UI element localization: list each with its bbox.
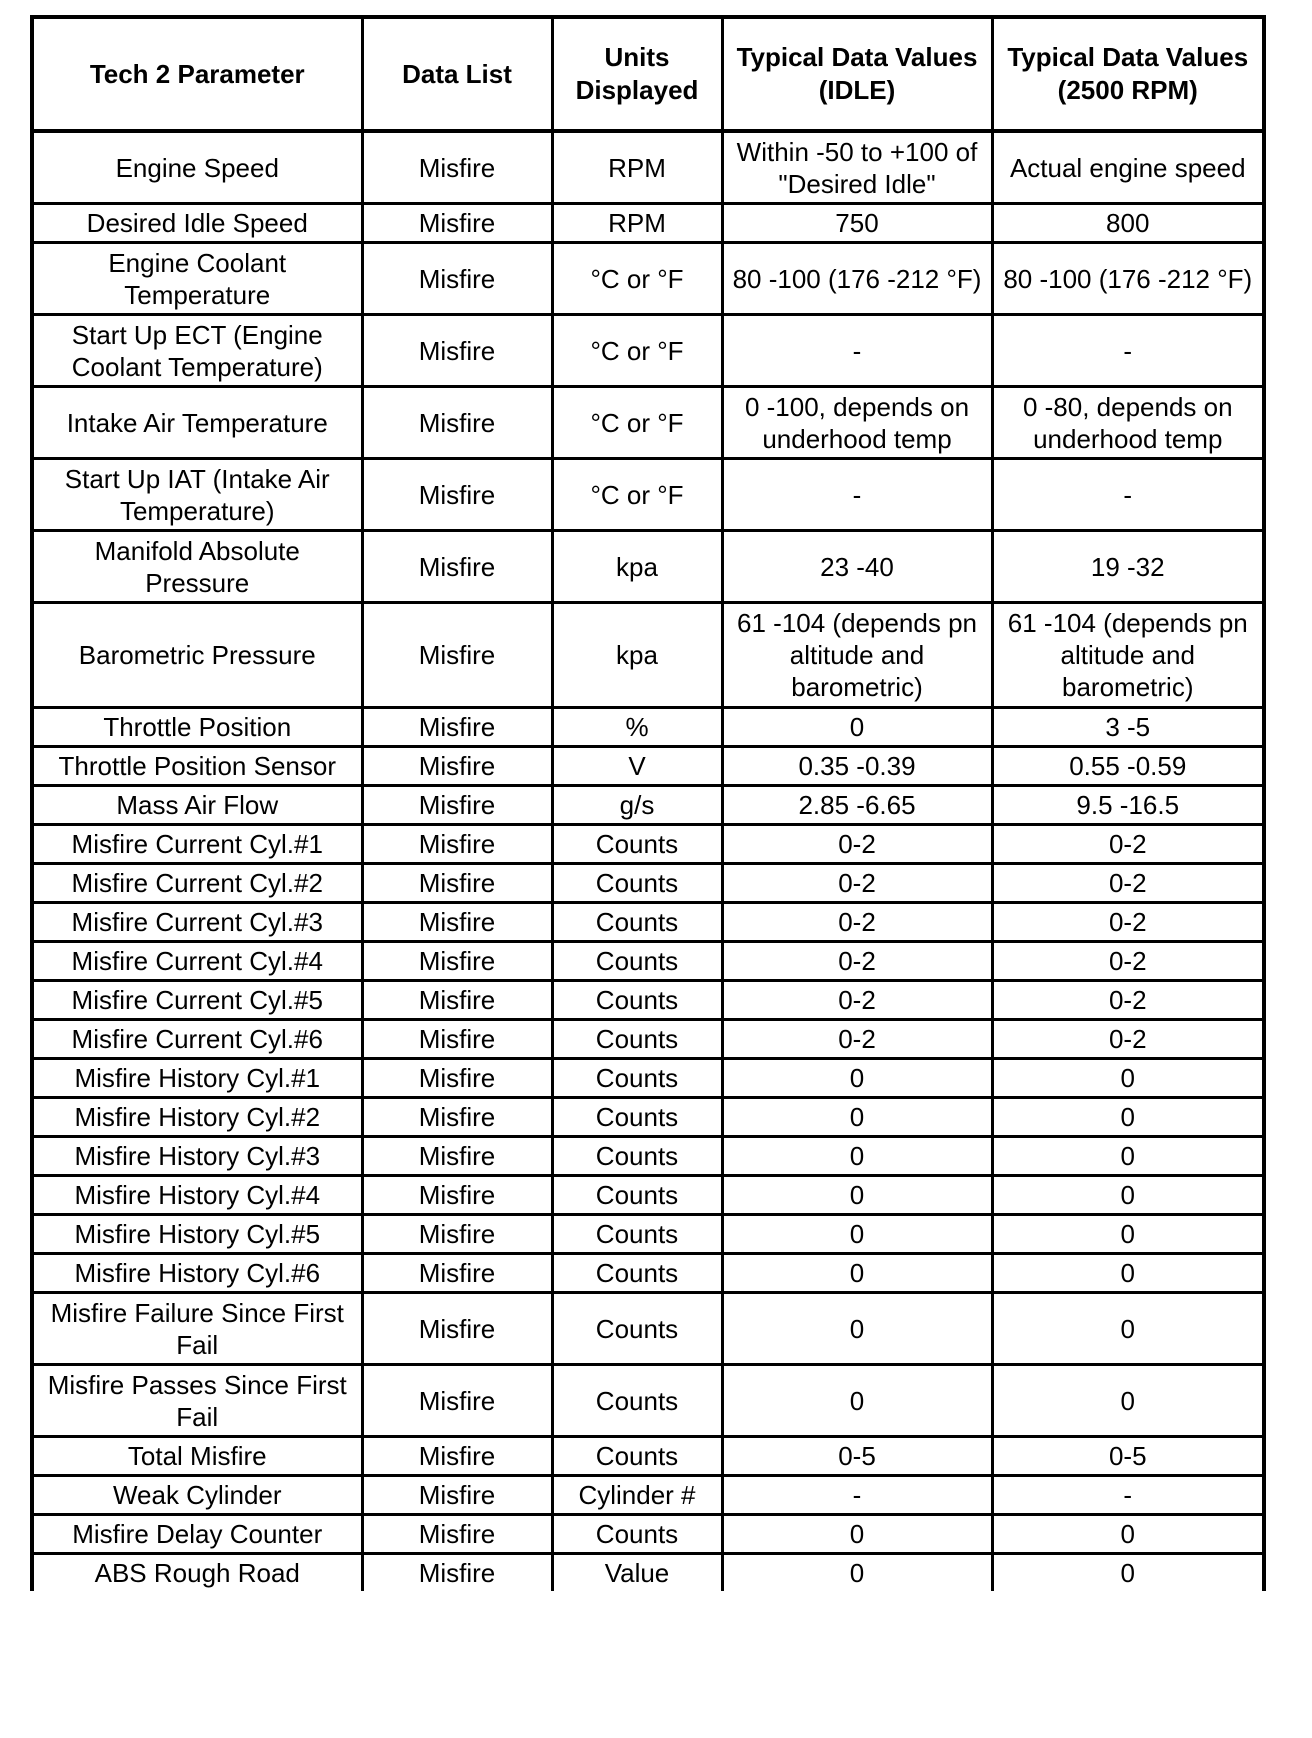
table-row (32, 1554, 1264, 1592)
cell-units: Counts (552, 1098, 722, 1137)
table-row (32, 786, 1264, 825)
header-data-list: Data List (362, 17, 552, 131)
cell-2500-rpm: Actual engine speed (992, 131, 1264, 204)
cell-parameter: Weak Cylinder (32, 1476, 362, 1515)
cell-2500-rpm: 3 -5 (992, 708, 1264, 747)
cell-parameter: Engine Speed (32, 131, 362, 204)
cell-data-list: Misfire (362, 942, 552, 981)
cell-parameter: Misfire History Cyl.#2 (32, 1098, 362, 1137)
cell-idle: 0 (722, 1137, 992, 1176)
cell-units: Counts (552, 864, 722, 903)
table-row (32, 1437, 1264, 1476)
cell-idle: 0 -100, depends on underhood temp (722, 387, 992, 459)
cell-units: Counts (552, 903, 722, 942)
cell-idle: 0-2 (722, 903, 992, 942)
cell-data-list: Misfire (362, 1365, 552, 1437)
table-row (32, 243, 1264, 315)
table-row (32, 1215, 1264, 1254)
cell-2500-rpm: 0-2 (992, 825, 1264, 864)
cell-idle: 0 (722, 1098, 992, 1137)
table-row (32, 531, 1264, 603)
cell-data-list: Misfire (362, 903, 552, 942)
cell-parameter: Engine Coolant Temperature (32, 243, 362, 315)
cell-data-list: Misfire (362, 1554, 552, 1592)
cell-units: kpa (552, 603, 722, 708)
cell-data-list: Misfire (362, 747, 552, 786)
table-row (32, 942, 1264, 981)
cell-idle: 0 (722, 1293, 992, 1365)
table-row (32, 747, 1264, 786)
cell-idle: 0 (722, 1515, 992, 1554)
cell-2500-rpm: 0-2 (992, 903, 1264, 942)
cell-idle: 0 (722, 1254, 992, 1293)
cell-idle: 61 -104 (depends pn altitude and barometric) (722, 603, 992, 708)
cell-units: Counts (552, 1176, 722, 1215)
cell-2500-rpm: 0-2 (992, 1020, 1264, 1059)
cell-idle: 0-2 (722, 825, 992, 864)
cell-parameter: Misfire Current Cyl.#1 (32, 825, 362, 864)
cell-idle: Within -50 to +100 of "Desired Idle" (722, 131, 992, 204)
cell-2500-rpm: 0-2 (992, 981, 1264, 1020)
cell-parameter: Intake Air Temperature (32, 387, 362, 459)
cell-2500-rpm: 800 (992, 204, 1264, 243)
cell-data-list: Misfire (362, 786, 552, 825)
cell-units: Counts (552, 1137, 722, 1176)
cell-2500-rpm: 0-2 (992, 864, 1264, 903)
cell-idle: 2.85 -6.65 (722, 786, 992, 825)
table-row (32, 1476, 1264, 1515)
table-row (32, 459, 1264, 531)
cell-units: Counts (552, 1365, 722, 1437)
cell-idle: 0-2 (722, 942, 992, 981)
cell-units: Counts (552, 1437, 722, 1476)
cell-data-list: Misfire (362, 1098, 552, 1137)
cell-data-list: Misfire (362, 531, 552, 603)
table-row (32, 708, 1264, 747)
header-2500-rpm: Typical Data Values (2500 RPM) (992, 17, 1264, 131)
table-row (32, 864, 1264, 903)
cell-2500-rpm: 9.5 -16.5 (992, 786, 1264, 825)
cell-2500-rpm: 0.55 -0.59 (992, 747, 1264, 786)
cell-idle: - (722, 459, 992, 531)
cell-2500-rpm: 0-5 (992, 1437, 1264, 1476)
cell-data-list: Misfire (362, 1176, 552, 1215)
cell-units: RPM (552, 204, 722, 243)
header-units: Units Displayed (552, 17, 722, 131)
tech2-parameter-table (30, 15, 1266, 1591)
header-parameter: Tech 2 Parameter (32, 17, 362, 131)
cell-parameter: Misfire Current Cyl.#6 (32, 1020, 362, 1059)
cell-2500-rpm: 0-2 (992, 942, 1264, 981)
cell-2500-rpm: 80 -100 (176 -212 °F) (992, 243, 1264, 315)
cell-units: Counts (552, 981, 722, 1020)
table-row (32, 1293, 1264, 1365)
cell-idle: 0 (722, 708, 992, 747)
table-row (32, 1098, 1264, 1137)
table-row (32, 603, 1264, 708)
cell-units: Value (552, 1554, 722, 1592)
cell-data-list: Misfire (362, 204, 552, 243)
cell-parameter: Misfire Current Cyl.#2 (32, 864, 362, 903)
cell-units: °C or °F (552, 387, 722, 459)
cell-units: % (552, 708, 722, 747)
cell-parameter: Desired Idle Speed (32, 204, 362, 243)
cell-parameter: Misfire Current Cyl.#3 (32, 903, 362, 942)
cell-parameter: Barometric Pressure (32, 603, 362, 708)
cell-parameter: Start Up ECT (Engine Coolant Temperature) (32, 315, 362, 387)
cell-units: Counts (552, 1059, 722, 1098)
cell-parameter: Throttle Position Sensor (32, 747, 362, 786)
cell-idle: - (722, 1476, 992, 1515)
cell-parameter: Misfire History Cyl.#1 (32, 1059, 362, 1098)
cell-units: °C or °F (552, 243, 722, 315)
cell-data-list: Misfire (362, 1020, 552, 1059)
cell-data-list: Misfire (362, 1137, 552, 1176)
cell-idle: 23 -40 (722, 531, 992, 603)
cell-parameter: Total Misfire (32, 1437, 362, 1476)
table-row (32, 131, 1264, 204)
cell-data-list: Misfire (362, 1515, 552, 1554)
cell-parameter: Start Up IAT (Intake Air Temperature) (32, 459, 362, 531)
table-row (32, 387, 1264, 459)
cell-parameter: Manifold Absolute Pressure (32, 531, 362, 603)
cell-units: Counts (552, 1293, 722, 1365)
cell-parameter: Misfire History Cyl.#6 (32, 1254, 362, 1293)
cell-data-list: Misfire (362, 387, 552, 459)
cell-2500-rpm: 0 (992, 1215, 1264, 1254)
table-row (32, 1020, 1264, 1059)
cell-data-list: Misfire (362, 825, 552, 864)
cell-idle: 0 (722, 1059, 992, 1098)
cell-units: Counts (552, 942, 722, 981)
table-row (32, 204, 1264, 243)
table-row (32, 1059, 1264, 1098)
cell-units: V (552, 747, 722, 786)
cell-idle: 750 (722, 204, 992, 243)
cell-units: °C or °F (552, 315, 722, 387)
cell-parameter: Misfire History Cyl.#5 (32, 1215, 362, 1254)
cell-idle: 80 -100 (176 -212 °F) (722, 243, 992, 315)
table-row (32, 1254, 1264, 1293)
cell-2500-rpm: 0 (992, 1515, 1264, 1554)
cell-idle: 0 (722, 1554, 992, 1592)
cell-2500-rpm: - (992, 1476, 1264, 1515)
cell-2500-rpm: 0 (992, 1254, 1264, 1293)
cell-units: RPM (552, 131, 722, 204)
cell-parameter: Misfire History Cyl.#4 (32, 1176, 362, 1215)
cell-units: Cylinder # (552, 1476, 722, 1515)
cell-data-list: Misfire (362, 708, 552, 747)
cell-parameter: Misfire Current Cyl.#5 (32, 981, 362, 1020)
cell-idle: 0 (722, 1176, 992, 1215)
cell-units: °C or °F (552, 459, 722, 531)
cell-idle: 0-2 (722, 1020, 992, 1059)
cell-parameter: Misfire Current Cyl.#4 (32, 942, 362, 981)
cell-data-list: Misfire (362, 864, 552, 903)
cell-idle: 0-2 (722, 981, 992, 1020)
cell-units: g/s (552, 786, 722, 825)
cell-data-list: Misfire (362, 981, 552, 1020)
cell-idle: 0 (722, 1215, 992, 1254)
cell-units: Counts (552, 1515, 722, 1554)
cell-units: kpa (552, 531, 722, 603)
cell-2500-rpm: - (992, 315, 1264, 387)
cell-idle: 0-5 (722, 1437, 992, 1476)
cell-2500-rpm: 0 (992, 1098, 1264, 1137)
header-idle: Typical Data Values (IDLE) (722, 17, 992, 131)
cell-data-list: Misfire (362, 243, 552, 315)
cell-units: Counts (552, 1020, 722, 1059)
cell-2500-rpm: 19 -32 (992, 531, 1264, 603)
header-row (32, 17, 1264, 131)
cell-parameter: ABS Rough Road (32, 1554, 362, 1592)
cell-2500-rpm: 0 (992, 1293, 1264, 1365)
table-row (32, 825, 1264, 864)
cell-2500-rpm: 0 (992, 1365, 1264, 1437)
cell-2500-rpm: 61 -104 (depends pn altitude and barometric) (992, 603, 1264, 708)
table-row (32, 1515, 1264, 1554)
cell-2500-rpm: 0 (992, 1176, 1264, 1215)
cell-2500-rpm: 0 -80, depends on underhood temp (992, 387, 1264, 459)
cell-data-list: Misfire (362, 315, 552, 387)
cell-data-list: Misfire (362, 1293, 552, 1365)
cell-parameter: Mass Air Flow (32, 786, 362, 825)
cell-parameter: Misfire Passes Since First Fail (32, 1365, 362, 1437)
cell-data-list: Misfire (362, 1215, 552, 1254)
cell-idle: 0 (722, 1365, 992, 1437)
table-row (32, 315, 1264, 387)
cell-parameter: Throttle Position (32, 708, 362, 747)
cell-data-list: Misfire (362, 1059, 552, 1098)
cell-2500-rpm: 0 (992, 1059, 1264, 1098)
cell-units: Counts (552, 1215, 722, 1254)
table-row (32, 981, 1264, 1020)
table-row (32, 1176, 1264, 1215)
cell-2500-rpm: 0 (992, 1554, 1264, 1592)
cell-data-list: Misfire (362, 459, 552, 531)
table-row (32, 1365, 1264, 1437)
cell-units: Counts (552, 825, 722, 864)
cell-parameter: Misfire Delay Counter (32, 1515, 362, 1554)
table-row (32, 903, 1264, 942)
cell-data-list: Misfire (362, 1254, 552, 1293)
cell-2500-rpm: 0 (992, 1137, 1264, 1176)
cell-data-list: Misfire (362, 603, 552, 708)
cell-data-list: Misfire (362, 1437, 552, 1476)
cell-idle: 0-2 (722, 864, 992, 903)
cell-data-list: Misfire (362, 131, 552, 204)
cell-2500-rpm: - (992, 459, 1264, 531)
table-row (32, 1137, 1264, 1176)
cell-parameter: Misfire Failure Since First Fail (32, 1293, 362, 1365)
cell-idle: - (722, 315, 992, 387)
cell-data-list: Misfire (362, 1476, 552, 1515)
cell-parameter: Misfire History Cyl.#3 (32, 1137, 362, 1176)
cell-units: Counts (552, 1254, 722, 1293)
cell-idle: 0.35 -0.39 (722, 747, 992, 786)
